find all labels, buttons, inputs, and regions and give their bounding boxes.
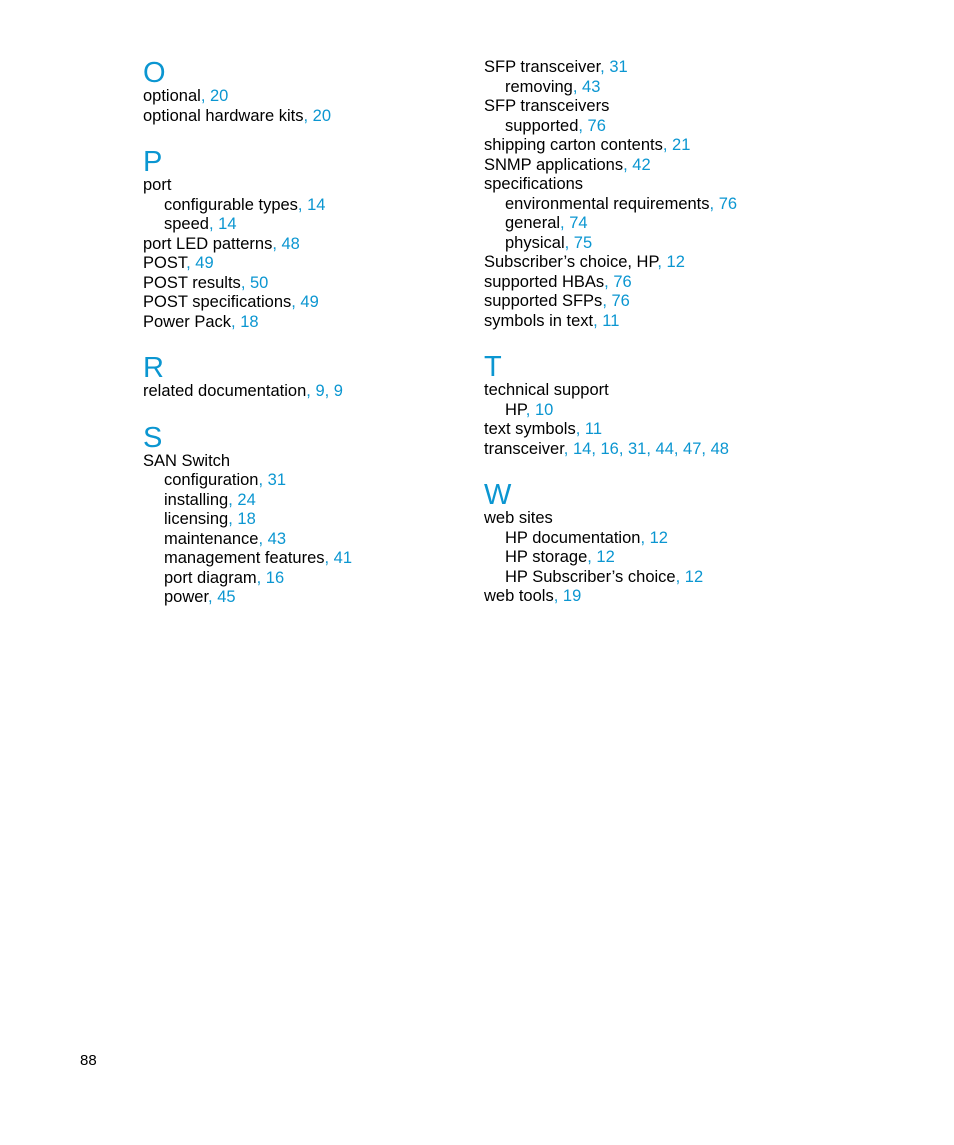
entry-term: web sites — [484, 509, 553, 527]
index-entry — [484, 587, 814, 607]
index-entry — [484, 381, 814, 401]
index-entry — [484, 312, 814, 332]
index-subentry — [143, 549, 473, 569]
index-section — [484, 352, 814, 459]
entry-term: configuration — [164, 471, 259, 489]
entry-page-links[interactable]: , 76 — [709, 194, 738, 213]
index-subentry — [143, 215, 473, 235]
section-letter: W — [484, 479, 512, 511]
entry-term: transceiver — [484, 439, 564, 458]
entry-page-links[interactable]: , 75 — [564, 233, 593, 252]
entry-term: management features — [164, 549, 325, 567]
index-subentry — [484, 548, 814, 568]
section-letter: T — [484, 351, 502, 383]
entry-page-links[interactable]: , 18 — [231, 312, 259, 331]
section-letter: O — [143, 57, 166, 89]
section-letter: S — [143, 421, 163, 454]
index-section — [143, 147, 473, 332]
entry-term: SAN Switch — [143, 451, 231, 470]
index-entry — [143, 382, 473, 402]
index-entry — [484, 253, 814, 273]
entry-term: port diagram — [164, 568, 257, 587]
entry-page-links[interactable]: , 49 — [186, 254, 214, 272]
index-entry — [484, 58, 814, 78]
index-entry — [484, 175, 814, 195]
index-entry — [484, 136, 814, 156]
index-entry — [143, 293, 473, 313]
entry-page-links[interactable]: , 14, 16, 31, 44, 47, 48 — [563, 439, 729, 458]
entry-term: SNMP applications — [484, 155, 624, 174]
entry-page-links[interactable]: , 12 — [587, 548, 615, 566]
index-column-left — [143, 58, 473, 629]
index-entry — [484, 273, 814, 293]
entry-page-links[interactable]: , 41 — [324, 549, 353, 567]
index-subentry — [143, 471, 473, 491]
index-subentry — [143, 588, 473, 608]
index-entry — [143, 452, 473, 472]
entry-term: HP storage — [505, 548, 588, 566]
entry-term: symbols in text — [484, 311, 594, 330]
entry-term: POST — [143, 254, 187, 272]
entry-term: removing — [505, 77, 573, 96]
entry-term: installing — [164, 490, 229, 509]
entry-page-links[interactable]: , 74 — [560, 214, 588, 232]
entry-term: specifications — [484, 175, 584, 193]
entry-term: POST specifications — [143, 293, 292, 311]
entry-term: supported SFPs — [484, 292, 603, 310]
entry-term: port — [143, 176, 172, 194]
entry-term: Power Pack — [143, 312, 232, 331]
entry-term: optional hardware kits — [143, 106, 304, 125]
entry-term: HP documentation — [505, 528, 641, 547]
index-subentry — [143, 491, 473, 511]
section-letter: R — [143, 352, 164, 384]
section-letter: P — [143, 146, 163, 178]
entry-term: power — [164, 588, 209, 606]
index-entry — [143, 235, 473, 255]
entry-page-links[interactable]: , 14 — [208, 215, 237, 233]
index-section — [143, 58, 473, 126]
entry-term: supported — [505, 116, 579, 135]
index-entry — [484, 440, 814, 460]
entry-term: maintenance — [164, 529, 259, 548]
entry-page-links[interactable]: , 50 — [240, 273, 269, 292]
index-section — [484, 58, 814, 331]
index-entry — [143, 313, 473, 333]
entry-page-links[interactable]: , 20 — [200, 87, 229, 105]
entry-page-links[interactable]: , 76 — [602, 292, 630, 310]
entry-term: optional — [143, 87, 201, 105]
index-subentry — [484, 214, 814, 234]
index-subentry — [484, 234, 814, 254]
entry-term: configurable types — [164, 195, 298, 214]
entry-page-links[interactable]: , 11 — [593, 311, 620, 330]
index-column-right — [484, 58, 814, 628]
index-subentry — [143, 530, 473, 550]
entry-page-links[interactable]: , 16 — [256, 568, 285, 587]
entry-term: web tools — [484, 587, 554, 605]
index-entry — [143, 87, 473, 107]
index-entry — [484, 97, 814, 117]
entry-page-links[interactable]: , 20 — [303, 106, 332, 125]
index-entry — [143, 176, 473, 196]
entry-page-links[interactable]: , 76 — [604, 272, 632, 291]
index-entry — [484, 509, 814, 529]
entry-term: supported HBAs — [484, 272, 605, 291]
entry-term: physical — [505, 233, 565, 252]
entry-page-links[interactable]: , 48 — [272, 234, 300, 253]
index-subentry — [143, 569, 473, 589]
entry-term: Subscriber’s choice, HP — [484, 253, 658, 271]
entry-term: licensing — [164, 510, 229, 528]
index-entry — [484, 420, 814, 440]
entry-page-links[interactable]: , 45 — [208, 588, 236, 606]
index-subentry — [484, 401, 814, 421]
entry-page-links[interactable]: , 19 — [553, 587, 582, 605]
index-entry — [143, 107, 473, 127]
index-subentry — [484, 195, 814, 215]
entry-term: environmental requirements — [505, 194, 710, 213]
entry-page-links[interactable]: , 43 — [258, 529, 287, 548]
entry-page-links[interactable]: , 43 — [572, 77, 601, 96]
entry-term: SFP transceiver — [484, 58, 601, 76]
entry-page-links[interactable]: , 21 — [662, 136, 691, 154]
entry-term: speed — [164, 215, 209, 233]
entry-page-links[interactable]: , 11 — [575, 420, 602, 438]
index-subentry — [143, 510, 473, 530]
index-section — [143, 353, 473, 402]
entry-page-links[interactable]: , 31 — [600, 58, 628, 76]
entry-page-links[interactable]: , 31 — [258, 471, 287, 489]
entry-page-links[interactable]: , 12 — [675, 567, 704, 586]
entry-term: shipping carton contents — [484, 136, 663, 154]
entry-page-links[interactable]: , 42 — [623, 155, 651, 174]
entry-term: technical support — [484, 381, 609, 399]
index-entry — [143, 274, 473, 294]
index-entry — [484, 292, 814, 312]
entry-term: HP Subscriber’s choice — [505, 567, 676, 586]
index-subentry — [484, 117, 814, 137]
index-entry — [484, 156, 814, 176]
index-section — [143, 423, 473, 608]
entry-page-links[interactable]: , 12 — [640, 528, 668, 547]
entry-page-links[interactable]: , 76 — [578, 116, 606, 135]
index-entry — [143, 254, 473, 274]
entry-term: related documentation — [143, 382, 307, 400]
entry-term: HP — [505, 400, 526, 419]
index-subentry — [484, 78, 814, 98]
entry-page-links[interactable]: , 24 — [228, 490, 256, 509]
entry-page-links[interactable]: , 9, 9 — [306, 382, 343, 400]
entry-term: text symbols — [484, 420, 576, 438]
entry-page-links[interactable]: , 49 — [291, 293, 319, 311]
entry-page-links[interactable]: , 10 — [525, 400, 554, 419]
index-subentry — [484, 529, 814, 549]
index-section — [484, 480, 814, 607]
entry-term: port LED patterns — [143, 234, 273, 253]
entry-term: general — [505, 214, 561, 232]
index-subentry — [143, 196, 473, 216]
entry-term: POST results — [143, 273, 241, 292]
entry-page-links[interactable]: , 18 — [228, 510, 256, 528]
entry-page-links[interactable]: , 14 — [297, 195, 326, 214]
index-subentry — [484, 568, 814, 588]
entry-term: SFP transceivers — [484, 97, 610, 115]
page-number: 88 — [80, 1052, 97, 1069]
entry-page-links[interactable]: , 12 — [657, 253, 685, 271]
